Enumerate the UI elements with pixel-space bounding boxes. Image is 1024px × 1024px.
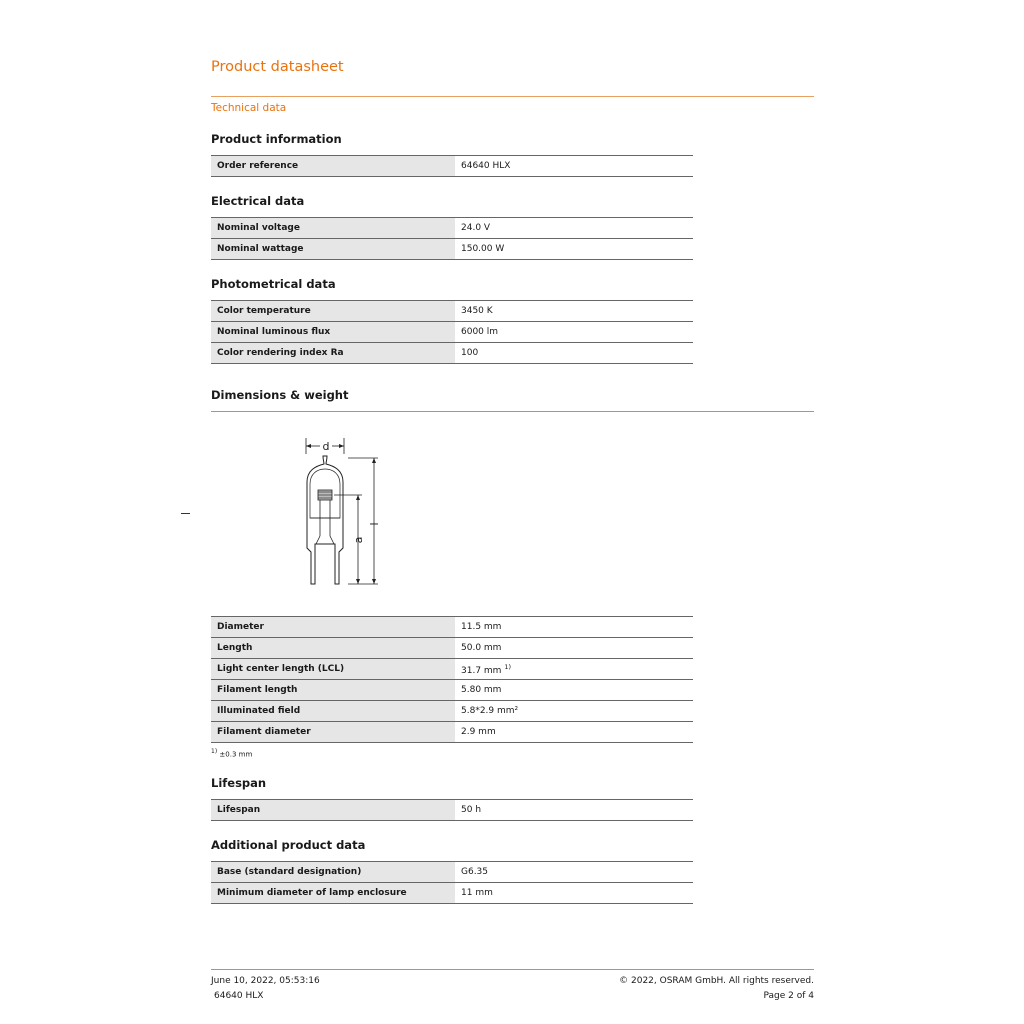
table-row [211,680,693,701]
spec-value: 100 [455,343,693,364]
section-heading-dimensions-weight: Dimensions & weight [211,388,349,402]
dimensions-divider [211,411,814,412]
spec-label: Color rendering index Ra [211,343,455,364]
lifespan-table [211,799,693,821]
footer-divider [211,969,814,970]
table-row [211,239,693,260]
spec-label: Color temperature [211,301,455,322]
spec-label: Lifespan [211,800,455,821]
table-row [211,343,693,364]
section-heading-electrical-data: Electrical data [211,194,305,208]
spec-value [455,659,693,680]
title-divider [211,96,814,97]
table-row [211,800,693,821]
spec-value: 24.0 V [455,218,693,239]
table-row [211,301,693,322]
section-heading-photometrical-data: Photometrical data [211,277,336,291]
spec-value: 50 h [455,800,693,821]
dimensions-table [211,616,693,743]
footnote-text: ±0.3 mm [219,750,253,759]
spec-value: 3450 K [455,301,693,322]
spec-label: Base (standard designation) [211,862,455,883]
table-row [211,218,693,239]
margin-mark [181,513,190,514]
spec-label: Nominal voltage [211,218,455,239]
spec-value: 5.8*2.9 mm² [455,701,693,722]
spec-label: Nominal wattage [211,239,455,260]
table-row [211,322,693,343]
spec-value: 11.5 mm [455,617,693,638]
table-row [211,862,693,883]
spec-label: Minimum diameter of lamp enclosure [211,883,455,904]
table-row [211,722,693,743]
spec-value: 50.0 mm [455,638,693,659]
table-row [211,617,693,638]
additional-product-data-table [211,861,693,904]
spec-value: 64640 HLX [455,156,693,177]
page-title: Product datasheet [211,59,344,75]
footer-date: June 10, 2022, 05:53:16 [211,976,320,986]
footnote-ref: 1) [504,662,511,671]
dimension-label-a: a [352,536,365,544]
spec-value: 150.00 W [455,239,693,260]
footnote-ref: 1) [211,748,218,755]
footer-product: 64640 HLX [214,991,264,1001]
table-row [211,883,693,904]
footer-copyright: © 2022, OSRAM GmbH. All rights reserved. [619,976,814,986]
dimension-label-l: l [368,522,381,526]
spec-value: 5.80 mm [455,680,693,701]
spec-value: 11 mm [455,883,693,904]
footnote [211,748,252,758]
electrical-data-table [211,217,693,260]
lamp-dimension-drawing [290,436,390,588]
spec-label: Order reference [211,156,455,177]
spec-label: Filament diameter [211,722,455,743]
product-information-table [211,155,693,177]
section-heading-lifespan: Lifespan [211,776,267,790]
page-subtitle: Technical data [211,102,287,114]
spec-label: Nominal luminous flux [211,322,455,343]
spec-label: Light center length (LCL) [211,659,455,680]
photometrical-data-table [211,300,693,364]
spec-label: Diameter [211,617,455,638]
section-heading-product-information: Product information [211,132,342,146]
dimension-label-d: d [322,440,330,453]
table-row [211,638,693,659]
spec-value: G6.35 [455,862,693,883]
table-row [211,659,693,680]
spec-value: 2.9 mm [455,722,693,743]
table-row [211,701,693,722]
spec-label: Length [211,638,455,659]
spec-value: 6000 lm [455,322,693,343]
spec-value-text: 31.7 mm [461,665,502,676]
section-heading-additional-product-data: Additional product data [211,838,366,852]
table-row [211,156,693,177]
spec-label: Illuminated field [211,701,455,722]
footer-page-number: Page 2 of 4 [763,991,814,1001]
spec-label: Filament length [211,680,455,701]
